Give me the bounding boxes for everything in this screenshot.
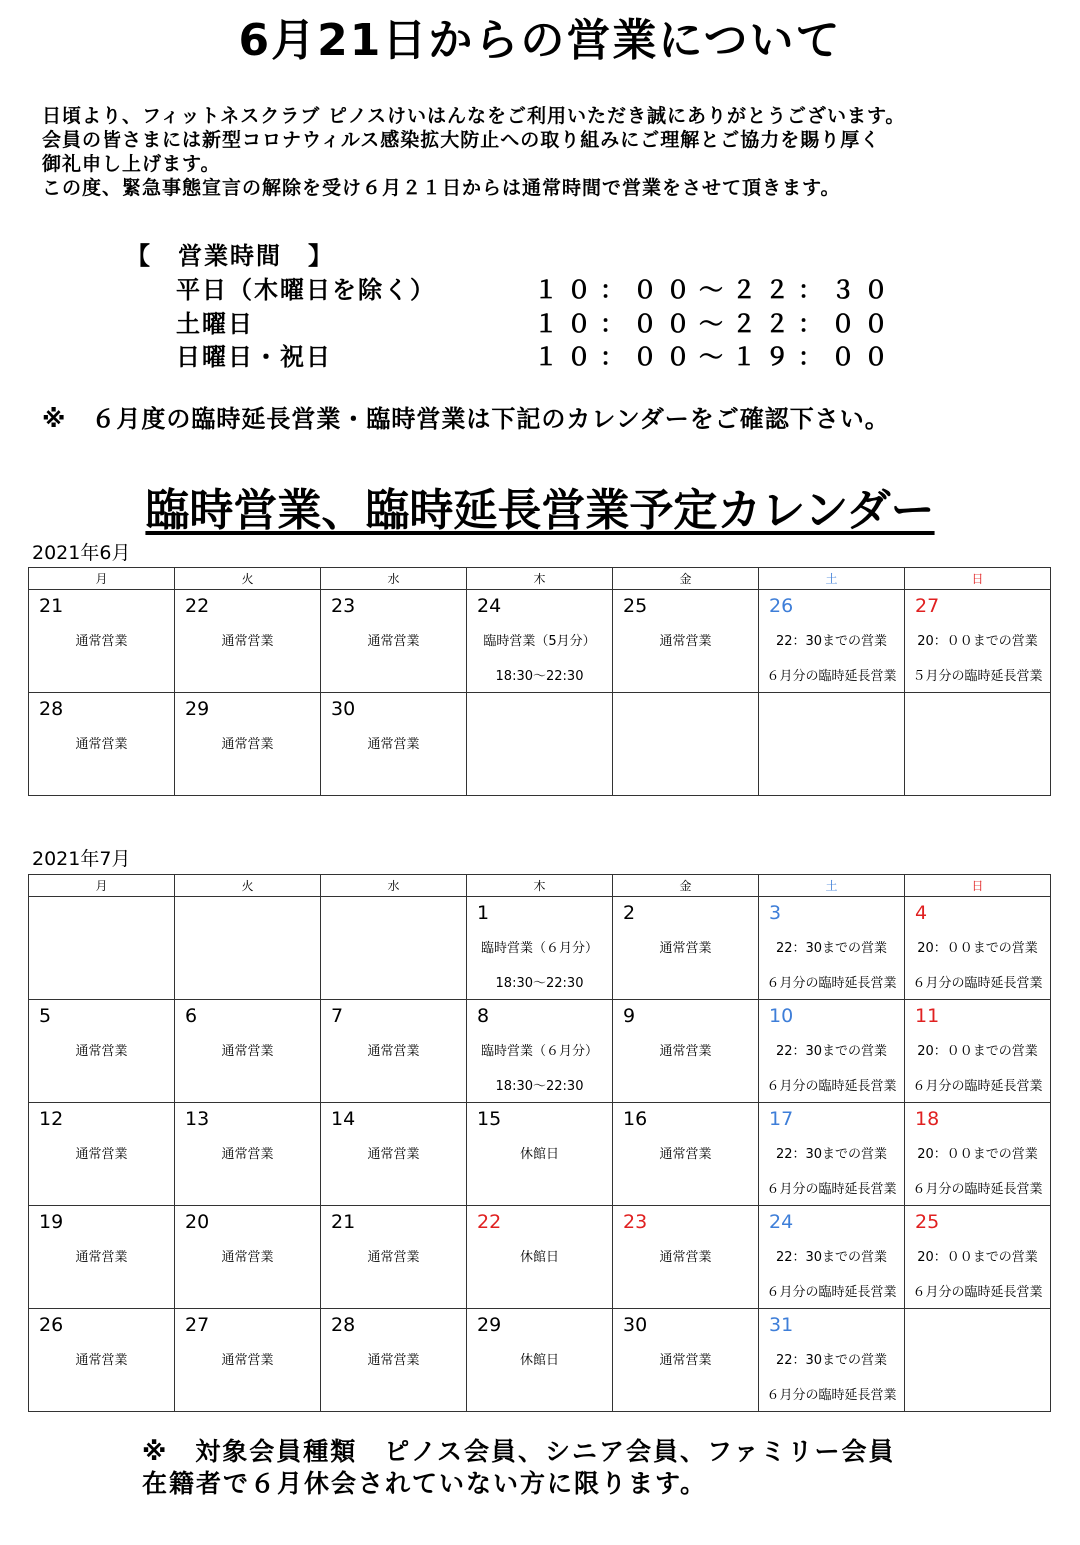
day-detail: ６月分の臨時延長営業 bbox=[766, 1285, 897, 1300]
calendar-day-cell bbox=[175, 1206, 321, 1309]
day-detail: ５月分の臨時延長営業 bbox=[912, 669, 1043, 684]
calendar-day-cell bbox=[321, 1000, 467, 1103]
calendar-day-cell bbox=[175, 1103, 321, 1206]
calendar-day-cell bbox=[613, 1103, 759, 1206]
calendar-day-cell bbox=[321, 590, 467, 693]
calendar-day-cell bbox=[613, 1309, 759, 1412]
day-number: 3 bbox=[769, 902, 782, 924]
day-detail: 18:30～22:30 bbox=[495, 976, 584, 991]
day-number: 25 bbox=[623, 595, 648, 617]
day-number: 6 bbox=[185, 1005, 198, 1027]
day-status: 22：30までの営業 bbox=[775, 1044, 888, 1059]
day-number: 16 bbox=[623, 1108, 648, 1130]
calendar-day-cell bbox=[29, 693, 175, 796]
weekday-header: 日 bbox=[905, 568, 1051, 590]
calendar-week-row bbox=[29, 590, 1051, 693]
footer-note bbox=[142, 1436, 896, 1500]
day-status: 通常営業 bbox=[659, 634, 712, 649]
day-detail: ６月分の臨時延長営業 bbox=[912, 1182, 1043, 1197]
day-number: 26 bbox=[39, 1314, 64, 1336]
calendar-day-cell bbox=[759, 1103, 905, 1206]
hours-row-weekday bbox=[176, 270, 897, 305]
month-label-june: 2021年6月 bbox=[32, 542, 131, 564]
footer-note-line: 在籍者で６月休会されていない方に限ります。 bbox=[142, 1469, 708, 1498]
day-status: 通常営業 bbox=[75, 737, 128, 752]
day-status: 通常営業 bbox=[659, 1147, 712, 1162]
calendar-week-row bbox=[29, 1000, 1051, 1103]
calendar-day-cell bbox=[29, 897, 175, 1000]
day-status: 20：００までの営業 bbox=[917, 634, 1038, 649]
day-status: 通常営業 bbox=[659, 1044, 712, 1059]
calendar-day-cell bbox=[759, 897, 905, 1000]
calendar-note: ※ ６月度の臨時延長営業・臨時営業は下記のカレンダーをご確認下さい。 bbox=[42, 405, 890, 433]
day-status: 通常営業 bbox=[75, 1353, 128, 1368]
day-number: 28 bbox=[39, 698, 64, 720]
calendar-title bbox=[0, 474, 1080, 538]
calendar-day-cell bbox=[29, 1206, 175, 1309]
day-status: 通常営業 bbox=[75, 634, 128, 649]
day-status: 通常営業 bbox=[221, 1250, 274, 1265]
day-number: 14 bbox=[331, 1108, 356, 1130]
day-status: 通常営業 bbox=[367, 634, 420, 649]
day-number: 23 bbox=[623, 1211, 648, 1233]
day-status: 通常営業 bbox=[221, 1147, 274, 1162]
calendar-day-cell bbox=[29, 1103, 175, 1206]
day-number: 9 bbox=[623, 1005, 636, 1027]
calendar-day-cell bbox=[905, 897, 1051, 1000]
day-number: 1 bbox=[477, 902, 490, 924]
calendar-july bbox=[28, 874, 1051, 1412]
day-status: 通常営業 bbox=[221, 737, 274, 752]
day-number: 15 bbox=[477, 1108, 502, 1130]
day-number: 27 bbox=[185, 1314, 210, 1336]
calendar-day-cell bbox=[759, 1000, 905, 1103]
day-status: 通常営業 bbox=[367, 1147, 420, 1162]
day-status: 臨時営業（６月分） bbox=[480, 1044, 598, 1059]
calendar-day-cell bbox=[175, 590, 321, 693]
day-detail: ６月分の臨時延長営業 bbox=[766, 1388, 897, 1403]
day-detail: 18:30～22:30 bbox=[495, 669, 584, 684]
calendar-day-cell bbox=[467, 1309, 613, 1412]
calendar-day-cell bbox=[613, 590, 759, 693]
calendar-day-cell bbox=[759, 693, 905, 796]
day-status: 通常営業 bbox=[75, 1044, 128, 1059]
weekday-header: 土 bbox=[759, 568, 905, 590]
day-number: 22 bbox=[185, 595, 210, 617]
day-detail: ６月分の臨時延長営業 bbox=[766, 669, 897, 684]
day-status: 通常営業 bbox=[367, 1250, 420, 1265]
day-status: 20：００までの営業 bbox=[917, 1147, 1038, 1162]
day-status: 通常営業 bbox=[221, 634, 274, 649]
footer-note-line: ※ 対象会員種類 ピノス会員、シニア会員、ファミリー会員 bbox=[142, 1437, 896, 1466]
calendar-day-cell bbox=[905, 1206, 1051, 1309]
calendar-day-cell bbox=[905, 590, 1051, 693]
day-number: 7 bbox=[331, 1005, 344, 1027]
calendar-day-cell bbox=[29, 1309, 175, 1412]
day-status: 22：30までの営業 bbox=[775, 1250, 888, 1265]
calendar-week-row bbox=[29, 693, 1051, 796]
hours-value: １０：００～１９：００ bbox=[534, 343, 897, 371]
day-detail: ６月分の臨時延長営業 bbox=[912, 976, 1043, 991]
day-status: 20：００までの営業 bbox=[917, 941, 1038, 956]
day-status: 通常営業 bbox=[221, 1353, 274, 1368]
day-number: 21 bbox=[39, 595, 64, 617]
day-status: 通常営業 bbox=[659, 1250, 712, 1265]
day-number: 20 bbox=[185, 1211, 210, 1233]
day-number: 19 bbox=[39, 1211, 64, 1233]
day-detail: 18:30～22:30 bbox=[495, 1079, 584, 1094]
day-status: 臨時営業（６月分） bbox=[480, 941, 598, 956]
day-status: 通常営業 bbox=[659, 1353, 712, 1368]
day-detail: ６月分の臨時延長営業 bbox=[766, 976, 897, 991]
day-number: 25 bbox=[915, 1211, 940, 1233]
day-status: 20：００までの営業 bbox=[917, 1250, 1038, 1265]
day-number: 17 bbox=[769, 1108, 794, 1130]
calendar-day-cell bbox=[905, 1103, 1051, 1206]
day-detail: ６月分の臨時延長営業 bbox=[766, 1079, 897, 1094]
calendar-day-cell bbox=[321, 1103, 467, 1206]
day-detail: ６月分の臨時延長営業 bbox=[912, 1285, 1043, 1300]
day-number: 29 bbox=[477, 1314, 502, 1336]
day-number: 29 bbox=[185, 698, 210, 720]
calendar-day-cell bbox=[613, 1000, 759, 1103]
calendar-day-cell bbox=[321, 1206, 467, 1309]
page-title: 6月21日からの営業について bbox=[238, 15, 842, 66]
day-status: 通常営業 bbox=[367, 1353, 420, 1368]
weekday-header: 金 bbox=[613, 875, 759, 897]
hours-row-sunday bbox=[176, 337, 897, 372]
day-number: 28 bbox=[331, 1314, 356, 1336]
day-number: 24 bbox=[769, 1211, 794, 1233]
day-status: 休館日 bbox=[519, 1147, 559, 1162]
calendar-day-cell bbox=[175, 1309, 321, 1412]
weekday-header-row bbox=[29, 875, 1051, 897]
calendar-day-cell bbox=[613, 897, 759, 1000]
calendar-day-cell bbox=[613, 693, 759, 796]
day-number: 13 bbox=[185, 1108, 210, 1130]
day-status: 22：30までの営業 bbox=[775, 634, 888, 649]
calendar-day-cell bbox=[759, 1309, 905, 1412]
calendar-day-cell bbox=[613, 1206, 759, 1309]
calendar-day-cell bbox=[29, 590, 175, 693]
day-number: 27 bbox=[915, 595, 940, 617]
calendar-june bbox=[28, 567, 1051, 796]
day-status: 休館日 bbox=[519, 1353, 559, 1368]
calendar-day-cell bbox=[467, 1000, 613, 1103]
calendar-day-cell bbox=[467, 1206, 613, 1309]
day-number: 31 bbox=[769, 1314, 794, 1336]
day-status: 通常営業 bbox=[367, 1044, 420, 1059]
weekday-header: 月 bbox=[29, 875, 175, 897]
day-number: 30 bbox=[623, 1314, 648, 1336]
day-number: 24 bbox=[477, 595, 502, 617]
calendar-day-cell bbox=[905, 1309, 1051, 1412]
day-status: 22：30までの営業 bbox=[775, 941, 888, 956]
day-number: 5 bbox=[39, 1005, 52, 1027]
day-status: 通常営業 bbox=[659, 941, 712, 956]
hours-heading: 【 営業時間 】 bbox=[126, 242, 334, 270]
day-number: 18 bbox=[915, 1108, 940, 1130]
weekday-header: 金 bbox=[613, 568, 759, 590]
intro-line: 御礼申し上げます。 bbox=[42, 153, 221, 175]
day-number: 12 bbox=[39, 1108, 64, 1130]
calendar-day-cell bbox=[321, 1309, 467, 1412]
day-detail: ６月分の臨時延長営業 bbox=[766, 1182, 897, 1197]
day-number: 11 bbox=[915, 1005, 940, 1027]
calendar-day-cell bbox=[905, 1000, 1051, 1103]
calendar-day-cell bbox=[467, 693, 613, 796]
day-number: 10 bbox=[769, 1005, 794, 1027]
day-number: 22 bbox=[477, 1211, 502, 1233]
weekday-header: 木 bbox=[467, 568, 613, 590]
weekday-header: 火 bbox=[175, 568, 321, 590]
day-number: 4 bbox=[915, 902, 928, 924]
day-status: 通常営業 bbox=[75, 1250, 128, 1265]
month-label-july: 2021年7月 bbox=[32, 848, 131, 870]
calendar-day-cell bbox=[321, 897, 467, 1000]
weekday-header-row bbox=[29, 568, 1051, 590]
weekday-header: 水 bbox=[321, 875, 467, 897]
calendar-day-cell bbox=[759, 1206, 905, 1309]
day-number: 21 bbox=[331, 1211, 356, 1233]
day-status: 臨時営業（5月分） bbox=[483, 634, 596, 649]
day-status: 通常営業 bbox=[75, 1147, 128, 1162]
day-status: 休館日 bbox=[519, 1250, 559, 1265]
day-number: 2 bbox=[623, 902, 636, 924]
hours-label: 日曜日・祝日 bbox=[176, 343, 332, 371]
calendar-week-row bbox=[29, 897, 1051, 1000]
calendar-week-row bbox=[29, 1103, 1051, 1206]
weekday-header: 日 bbox=[905, 875, 1051, 897]
intro-line: 会員の皆さまには新型コロナウィルス感染拡大防止への取り組みにご理解とご協力を賜り厚く bbox=[42, 129, 881, 151]
day-number: 26 bbox=[769, 595, 794, 617]
hours-value: １０：００～２２：００ bbox=[534, 310, 897, 338]
calendar-day-cell bbox=[175, 693, 321, 796]
weekday-header: 月 bbox=[29, 568, 175, 590]
weekday-header: 火 bbox=[175, 875, 321, 897]
hours-value: １０：００～２２：３０ bbox=[534, 276, 897, 304]
day-detail: ６月分の臨時延長営業 bbox=[912, 1079, 1043, 1094]
calendar-day-cell bbox=[467, 1103, 613, 1206]
weekday-header: 水 bbox=[321, 568, 467, 590]
hours-label: 土曜日 bbox=[176, 310, 254, 338]
day-status: 22：30までの営業 bbox=[775, 1353, 888, 1368]
day-number: 8 bbox=[477, 1005, 490, 1027]
intro-line: この度、緊急事態宣言の解除を受け６月２１日からは通常時間で営業をさせて頂きます。 bbox=[42, 177, 841, 199]
calendar-week-row bbox=[29, 1309, 1051, 1412]
calendar-day-cell bbox=[759, 590, 905, 693]
calendar-day-cell bbox=[29, 1000, 175, 1103]
day-status: 通常営業 bbox=[221, 1044, 274, 1059]
intro-line: 日頃より、フィットネスクラブ ピノスけいはんなをご利用いただき誠にありがとうございます。 bbox=[42, 105, 906, 127]
day-number: 30 bbox=[331, 698, 356, 720]
intro-text bbox=[42, 104, 1052, 200]
day-status: 22：30までの営業 bbox=[775, 1147, 888, 1162]
calendar-day-cell bbox=[175, 1000, 321, 1103]
calendar-day-cell bbox=[467, 590, 613, 693]
day-status: 20：００までの営業 bbox=[917, 1044, 1038, 1059]
calendar-day-cell bbox=[321, 693, 467, 796]
hours-label: 平日（木曜日を除く） bbox=[176, 276, 436, 304]
day-number: 23 bbox=[331, 595, 356, 617]
calendar-day-cell bbox=[467, 897, 613, 1000]
calendar-title-text: 臨時営業、臨時延長営業予定カレンダー bbox=[145, 485, 935, 536]
weekday-header: 木 bbox=[467, 875, 613, 897]
calendar-day-cell bbox=[905, 693, 1051, 796]
hours-row-saturday bbox=[176, 304, 897, 339]
calendar-week-row bbox=[29, 1206, 1051, 1309]
calendar-day-cell bbox=[175, 897, 321, 1000]
weekday-header: 土 bbox=[759, 875, 905, 897]
day-status: 通常営業 bbox=[367, 737, 420, 752]
